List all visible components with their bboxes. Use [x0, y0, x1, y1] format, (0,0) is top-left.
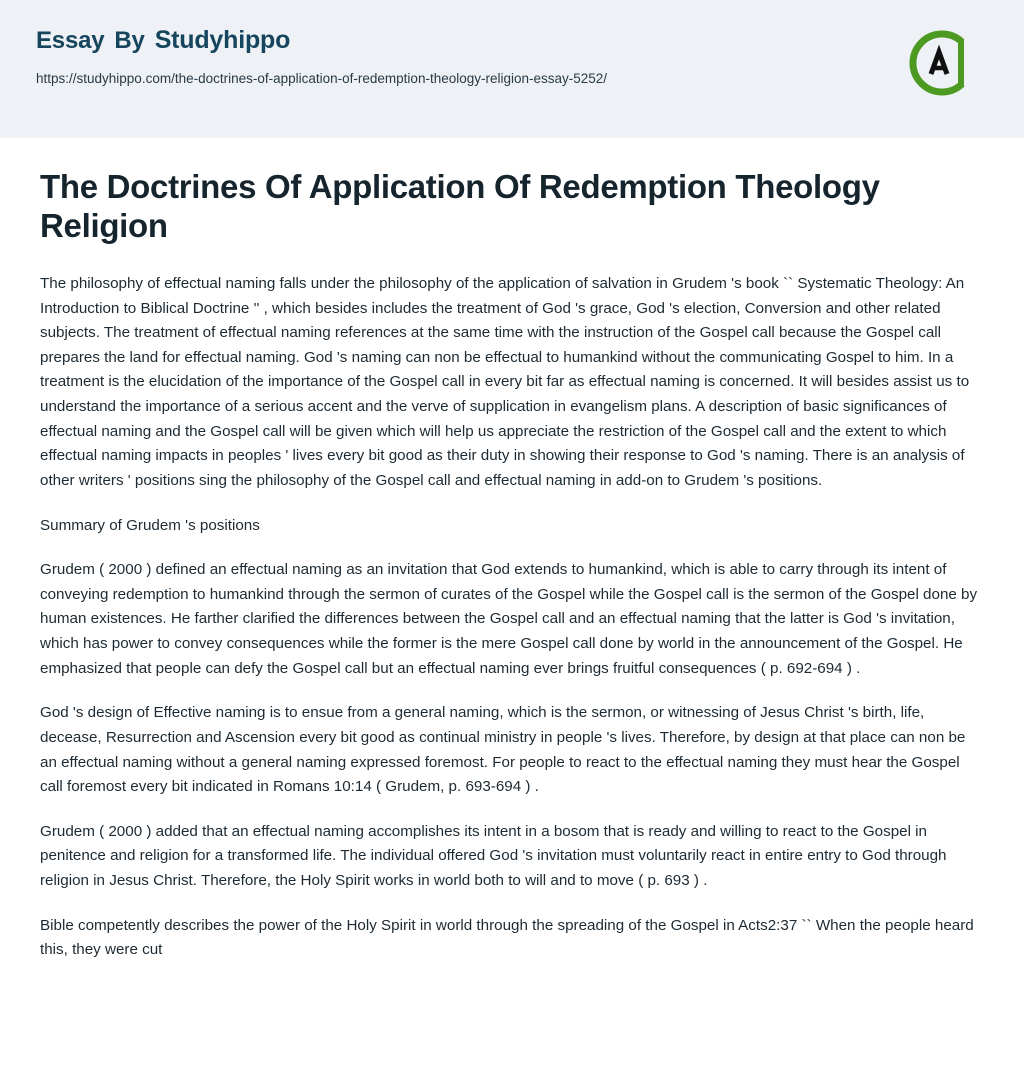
paragraph: Grudem ( 2000 ) defined an effectual naming as an invitation that God extends to humankind, which is able to carry through its intent of conveying redemption to humankind through the sermon of curates of the Gospel while the Gospel call is the sermon of the Gospel done by human existences. He farther clarified the differences between the Gospel call and an effectual naming that the latter is God 's invitation, which has power to convey consequences while the former is the mere Gospel call done by world in the announcement of the Gospel. He emphasized that people can defy the Gospel call but an effectual naming ever brings fruitful consequences ( p. 692-694 ) .: [40, 561, 978, 677]
studyhippo-logo-icon: [902, 26, 976, 100]
brand-word-studyhippo: Studyhippo: [154, 26, 291, 54]
page-header: [0, 0, 1024, 138]
paragraph: God 's design of Effective naming is to ensue from a general naming, which is the sermon, or witnessing of Jesus Christ 's birth, life, decease, Resurrection and Ascension every bit good as continual ministry in people 's lives. Therefore, by design at that place can non be an effectual naming without a general naming expressed foremost. For people to react to the effectual naming they must hear the Gospel call foremost every bit indicated in Romans 10:14 ( Grudem, p. 693-694 ) .: [40, 704, 966, 796]
source-url[interactable]: https://studyhippo.com/the-doctrines-of-application-of-redemption-theology-religion-essay-5252/: [36, 71, 608, 86]
page-title: The Doctrines Of Application Of Redemption Theology Religion: [40, 168, 880, 244]
paragraph: Bible competently describes the power of the Holy Spirit in world through the spreading of the Gospel in Acts2:37 `` When the people heard this, they were cut: [40, 916, 974, 959]
brand-word-by: By: [114, 27, 145, 54]
paragraph: Summary of Grudem 's positions: [40, 516, 260, 534]
site-brand[interactable]: [36, 26, 988, 55]
paragraph: The philosophy of effectual naming falls under the philosophy of the application of salvation in Grudem 's book `` Systematic Theology: An Introduction to Biblical Doctrine '' , which besides includes the treatment of God 's grace, God 's election, Conversion and other related subjects. The treatment of effectual naming references at the same time with the instruction of the Gospel call because the Gospel call prepares the land for effectual naming. God 's naming can non be effectual to humankind without the communicating Gospel to him. In a treatment is the elucidation of the importance of the Gospel call in every bit far as effectual naming is concerned. It will besides assist us to understand the importance of a serious accent and the verve of supplication in evangelism plans. A description of basic significances of effectual naming and the Gospel call will be given which will help us appreciate the restriction of the Gospel call and the extent to which effectual naming impacts in peoples ' lives every bit good as their duty in showing their response to God 's naming. There is an analysis of other writers ' positions sing the philosophy of the Gospel call and effectual naming in add-on to Grudem 's positions.: [40, 274, 970, 489]
paragraph: Grudem ( 2000 ) added that an effectual naming accomplishes its intent in a bosom that is ready and willing to react to the Gospel in penitence and religion for a transformed life. The individual offered God 's invitation must voluntarily react in entire entry to God through religion in Jesus Christ. Therefore, the Holy Spirit works in world both to will and to move ( p. 693 ) .: [40, 822, 947, 889]
brand-word-essay: Essay: [36, 27, 105, 54]
document-body: [0, 138, 1024, 1003]
